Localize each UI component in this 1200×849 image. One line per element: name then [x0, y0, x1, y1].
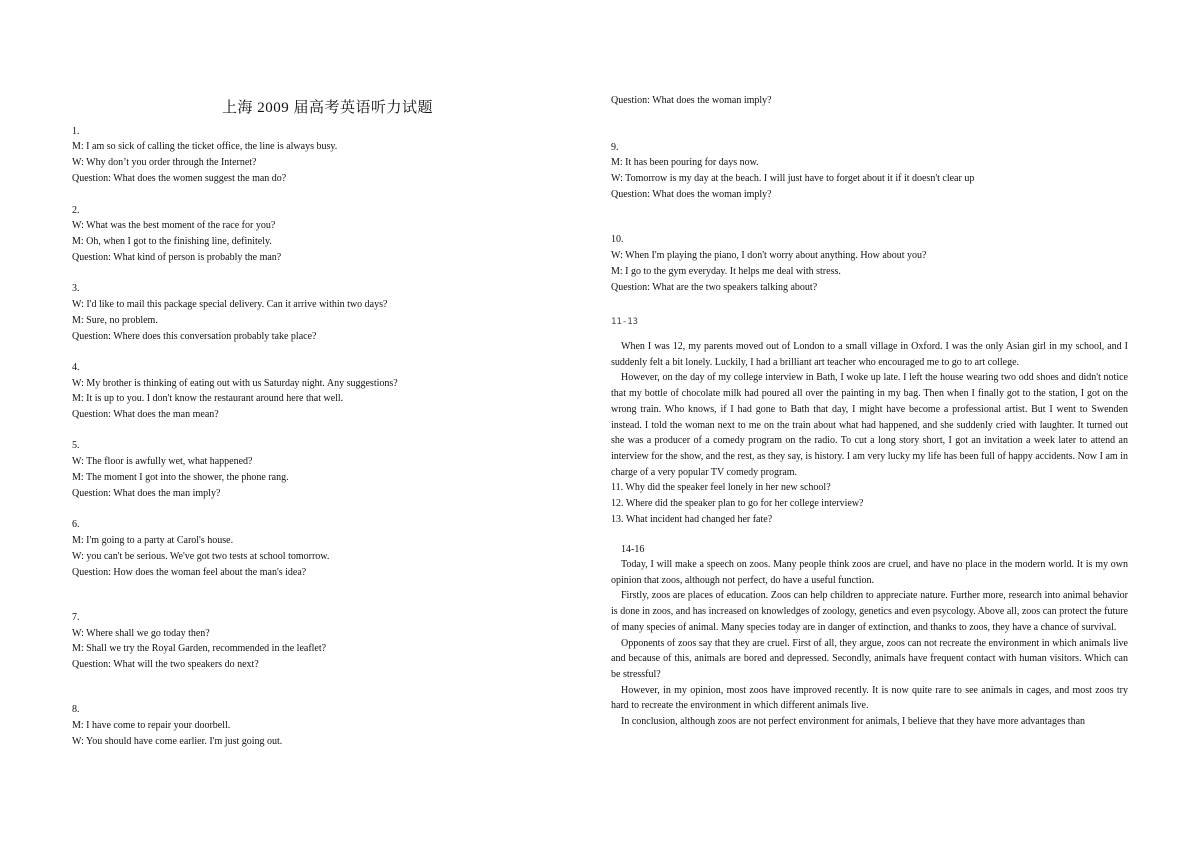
dialogue-line: M: It has been pouring for days now.	[611, 157, 759, 168]
passage-11-13	[611, 339, 1128, 527]
question-number: 5.	[72, 440, 80, 451]
paragraph: Opponents of zoos say that they are cruel. First of all, they argue, zoos can not recreate the environment in which animals live and because of this, animals are bored and depressed. Secondly, animals have frequent contact with human visitors. Which can be stressful?	[611, 637, 1128, 680]
passage-14-16	[611, 557, 1128, 730]
question-line: Question: How does the woman feel about the man's idea?	[72, 567, 307, 578]
paragraph: Firstly, zoos are places of education. Zoos can help children to appreciate nature. Further more, research into animal behavior is done in zoos, and has increased on knowledges of zoology, genetics and even psycology. Above all, zoos can protect the future of many species of animal. Many species today are in danger of extinction, and thanks to zoos, they have a chance of survival.	[611, 590, 1128, 633]
dialogue-line: M: Sure, no problem.	[72, 315, 158, 326]
section-label: 14-16	[621, 544, 645, 555]
dialogue-line: M: I go to the gym everyday. It helps me deal with stress.	[611, 266, 841, 277]
dialogue-line: M: Shall we try the Royal Garden, recommended in the leaflet?	[72, 643, 327, 654]
question-line: Question: Where does this conversation probably take place?	[72, 331, 317, 342]
dialogue-line: M: It is up to you. I don't know the restaurant around here that well.	[72, 393, 344, 404]
question-line: Question: What will the two speakers do next?	[72, 659, 259, 670]
question-number: 7.	[72, 612, 80, 623]
dialogue-line: W: The floor is awfully wet, what happened?	[72, 456, 253, 467]
dialogue-line: W: I'd like to mail this package special delivery. Can it arrive within two days?	[72, 299, 388, 310]
paragraph: When I was 12, my parents moved out of London to a small village in Oxford. I was the only Asian girl in my school, and I suddenly felt a bit lonely. Luckily, I had a brilliant art teacher who encouraged me to go to art college.	[611, 341, 1128, 368]
question-line: 12. Where did the speaker plan to go for her college interview?	[611, 498, 864, 510]
dialogue-line: W: When I'm playing the piano, I don't worry about anything. How about you?	[611, 250, 927, 261]
dialogue-line: M: The moment I got into the shower, the phone rang.	[72, 472, 289, 483]
dialogue-line: M: I'm going to a party at Carol's house.	[72, 535, 234, 546]
dialogue-line: W: you can't be serious. We've got two tests at school tomorrow.	[72, 551, 330, 562]
dialogue-line: M: I am so sick of calling the ticket office, the line is always busy.	[72, 141, 338, 152]
question-line: Question: What does the woman imply?	[611, 189, 772, 200]
question-number: 2.	[72, 205, 80, 216]
question-line: Question: What kind of person is probably the man?	[72, 252, 282, 263]
dialogue-line: W: You should have come earlier. I'm just going out.	[72, 736, 283, 747]
question-number: 9.	[611, 142, 619, 153]
dialogue-line: W: What was the best moment of the race for you?	[72, 220, 276, 231]
question-line: Question: What does the man mean?	[72, 409, 219, 420]
paragraph: However, on the day of my college interview in Bath, I woke up late. I left the house wearing two odd shoes and didn't notice that my bottle of chocolate milk had poured all over the painting in my bag. Then when I finally got to the station, I got on the wrong train. Who knows, if I had gone to Bath that day, I might have become a professional artist. But I went to Swenden instead. I told the woman next to me on the train about what had happened, and she suddenly cried with laughter. It turned out she was a producer of a comedy program on the radio. To cut a long story short, I got an invitation a week later to attend an interview for the show, and the rest, as they say, is history. I am very lucky my life has been full of happy accidents. Now I am in charge of a very popular TV comedy program.	[611, 372, 1128, 478]
question-line: Question: What does the women suggest the man do?	[72, 173, 287, 184]
dialogue-line: M: Oh, when I got to the finishing line, definitely.	[72, 236, 272, 247]
question-number: 10.	[611, 234, 624, 245]
paragraph: In conclusion, although zoos are not perfect environment for animals, I believe that they have more advantages than	[621, 716, 1086, 728]
dialogue-line: W: My brother is thinking of eating out with us Saturday night. Any suggestions?	[72, 378, 398, 389]
question-line: 13. What incident had changed her fate?	[611, 513, 773, 525]
question-line: Question: What does the man imply?	[72, 488, 221, 499]
dialogue-line: M: I have come to repair your doorbell.	[72, 720, 231, 731]
question-number: 6.	[72, 519, 80, 530]
section-label: 11-13	[611, 317, 639, 327]
dialogue-line: W: Tomorrow is my day at the beach. I will just have to forget about it if it doesn't clear up	[611, 173, 975, 184]
paragraph: Today, I will make a speech on zoos. Many people think zoos are cruel, and have no place in the modern world. It is my own opinion that zoos, although not perfect, do have a useful function.	[611, 559, 1128, 586]
question-number: 1.	[72, 126, 80, 137]
question-number: 4.	[72, 362, 80, 373]
paragraph: However, in my opinion, most zoos have improved recently. It is now quite rare to see animals in cages, and most zoos try hard to recreate the environment in which different animals live.	[611, 684, 1128, 712]
question-line: Question: What does the woman imply?	[611, 95, 772, 106]
dialogue-line: W: Where shall we go today then?	[72, 628, 210, 639]
question-line: Question: What are the two speakers talking about?	[611, 282, 818, 293]
question-number: 3.	[72, 283, 80, 294]
dialogue-line: W: Why don’t you order through the Internet?	[72, 157, 257, 168]
page-title: 上海 2009 届高考英语听力试题	[222, 100, 434, 116]
question-number: 8.	[72, 704, 80, 715]
question-line: 11. Why did the speaker feel lonely in her new school?	[611, 482, 831, 494]
